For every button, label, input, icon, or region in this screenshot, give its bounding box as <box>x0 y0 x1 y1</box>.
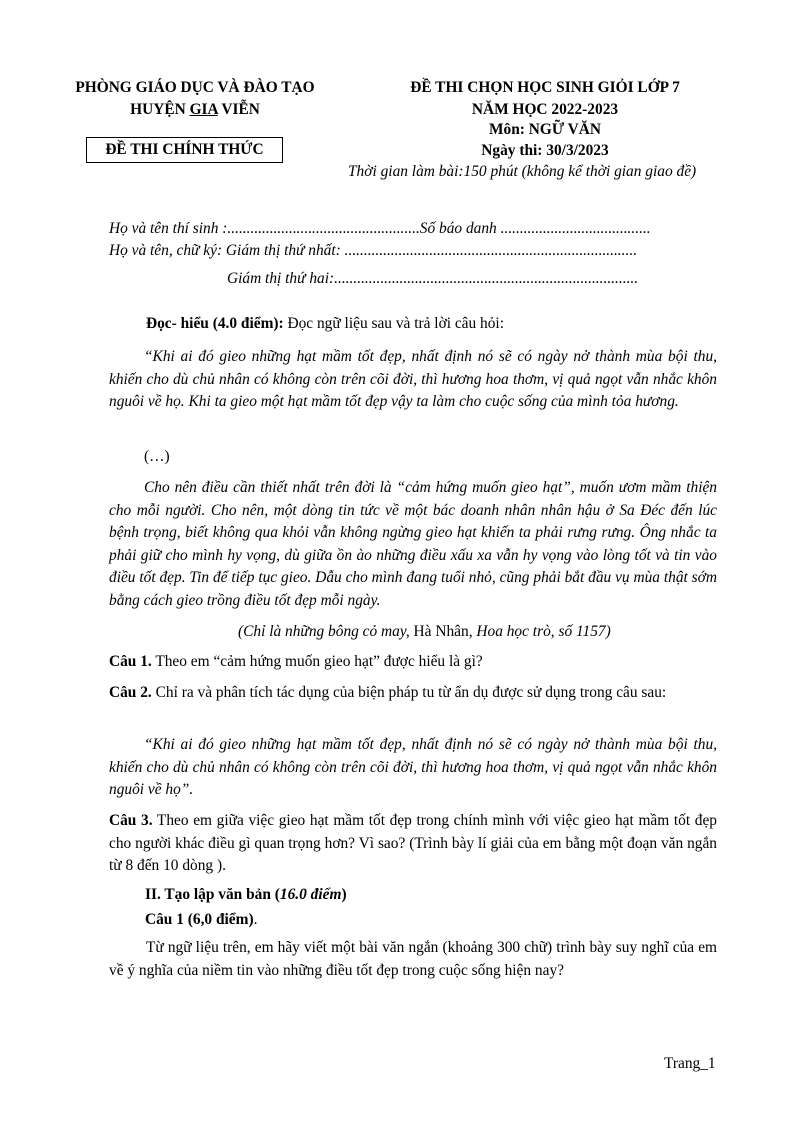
question-3-text: Theo em giữa việc gieo hạt mầm tốt đẹp trong chính mình với việc gieo hạt mầm tốt đẹp cho người khác điều gì quan trọng hơn? Vì sao? (Trình bày lí giải của em bằng một đoạn văn ngắn từ 8 đến 10 dòng ). <box>109 812 717 874</box>
question-3-label: Câu 3. <box>109 812 153 829</box>
question-2-text: Chỉ ra và phân tích tác dụng của biện pháp tu từ ẩn dụ được sử dụng trong câu sau: <box>151 684 667 701</box>
question-2-quote: “Khi ai đó gieo những hạt mầm tốt đẹp, nhất định nó sẽ có ngày nở thành mùa bội thu, khiến cho dù chủ nhân có không còn trên cõi đời, thì hương hoa thơm, vị quả ngọt vẫn nhắc khôn nguôi về họ”. <box>109 736 717 798</box>
reading-ellipsis: (…) <box>144 448 170 465</box>
page-number: Trang_1 <box>664 1055 716 1072</box>
writing-title-post: ) <box>341 886 347 903</box>
writing-question-1-period: . <box>253 911 258 928</box>
question-1-label: Câu 1. <box>109 653 152 670</box>
subject: Môn: NGỮ VĂN <box>488 121 601 138</box>
writing-question-1-text: Từ ngữ liệu trên, em hãy viết một bài văn ngắn (khoảng 300 chữ) trình bày suy nghĩ của em về ý nghĩa của niềm tin vào những điều tốt đẹp trong cuộc sống hiện nay? <box>109 939 717 979</box>
exam-date: Ngày thi: 30/3/2023 <box>481 142 609 159</box>
district-prefix: HUYỆN <box>130 101 190 118</box>
reading-passage-2: Cho nên điều cần thiết nhất trên đời là “cảm hứng muốn gieo hạt”, muốn ươm mầm thiện cho mỗi người. Cho nên, một dòng tin tức về một bác doanh nhân nhân hậu ở Sa Đéc đến lúc bệnh trọng, biết không qua khỏi vẫn không ngừng gieo hạt khiến ta phải rưng rưng. Ông nhắc ta phải giữ cho mình hy vọng, dù giữa ồn ào những điều xấu xa vẫn hy vọng vào lòng tốt và tin vào điều tốt đẹp. Tin để tiếp tục gieo. Dẫu cho mình đang tuổi nhỏ, cũng phải bắt đầu vụ mùa thật sớm bằng cách gieo trồng điều tốt đẹp mỗi ngày. <box>109 479 717 609</box>
question-1-text: Theo em “cảm hứng muốn gieo hạt” được hiểu là gì? <box>151 653 483 670</box>
writing-title-points: 16.0 điểm <box>279 886 342 903</box>
candidate-name-line: Họ và tên thí sinh :..................................................Số báo danh ....................................... <box>109 220 651 237</box>
district-underlined: GIA <box>189 101 218 118</box>
exam-title: ĐỀ THI CHỌN HỌC SINH GIỎI LỚP 7 <box>410 79 680 96</box>
district-name <box>60 101 330 119</box>
reading-title-bold: Đọc- hiểu (4.0 điểm): <box>146 315 284 332</box>
school-year: NĂM HỌC 2022-2023 <box>471 101 619 118</box>
official-exam-box: ĐỀ THI CHÍNH THỨC <box>86 137 283 163</box>
question-2 <box>109 682 717 705</box>
reading-title <box>146 315 504 333</box>
question-2-label: Câu 2. <box>109 684 152 701</box>
reading-passage-1: “Khi ai đó gieo những hạt mầm tốt đẹp, nhất định nó sẽ có ngày nở thành mùa bội thu, khiến cho dù chủ nhân có không còn trên cõi đời, thì hương hoa thơm, vị quả ngọt vẫn nhắc khôn nguôi về họ. Khi ta gieo một hạt mầm tốt đẹp vậy ta làm cho cuộc sống của mình tỏa hương. <box>109 348 717 410</box>
department-name: PHÒNG GIÁO DỤC VÀ ĐÀO TẠO <box>75 79 315 96</box>
reading-title-rest: Đọc ngữ liệu sau và trả lời câu hỏi: <box>283 315 504 332</box>
passage-source <box>238 623 611 641</box>
writing-title <box>145 886 347 904</box>
source-publication: , Hoa học trò, số 1157) <box>468 623 611 640</box>
writing-question-1-title <box>145 911 257 929</box>
supervisor2-line: Giám thị thứ hai:............................................................................... <box>227 270 639 287</box>
time-allowed: Thời gian làm bài:150 phút (không kể thời gian giao đề) <box>348 163 697 180</box>
writing-title-pre: II. Tạo lập văn bản ( <box>145 886 280 903</box>
supervisor1-line: Họ và tên, chữ ký: Giám thị thứ nhất: ............................................................................ <box>109 242 638 259</box>
source-title: (Chỉ là những bông cỏ may, <box>238 623 414 640</box>
district-suffix: VIỄN <box>217 101 260 118</box>
question-1 <box>109 653 717 671</box>
source-author: Hà Nhân <box>413 623 469 640</box>
writing-question-1-label: Câu 1 (6,0 điểm) <box>145 911 254 928</box>
question-3 <box>109 810 717 878</box>
